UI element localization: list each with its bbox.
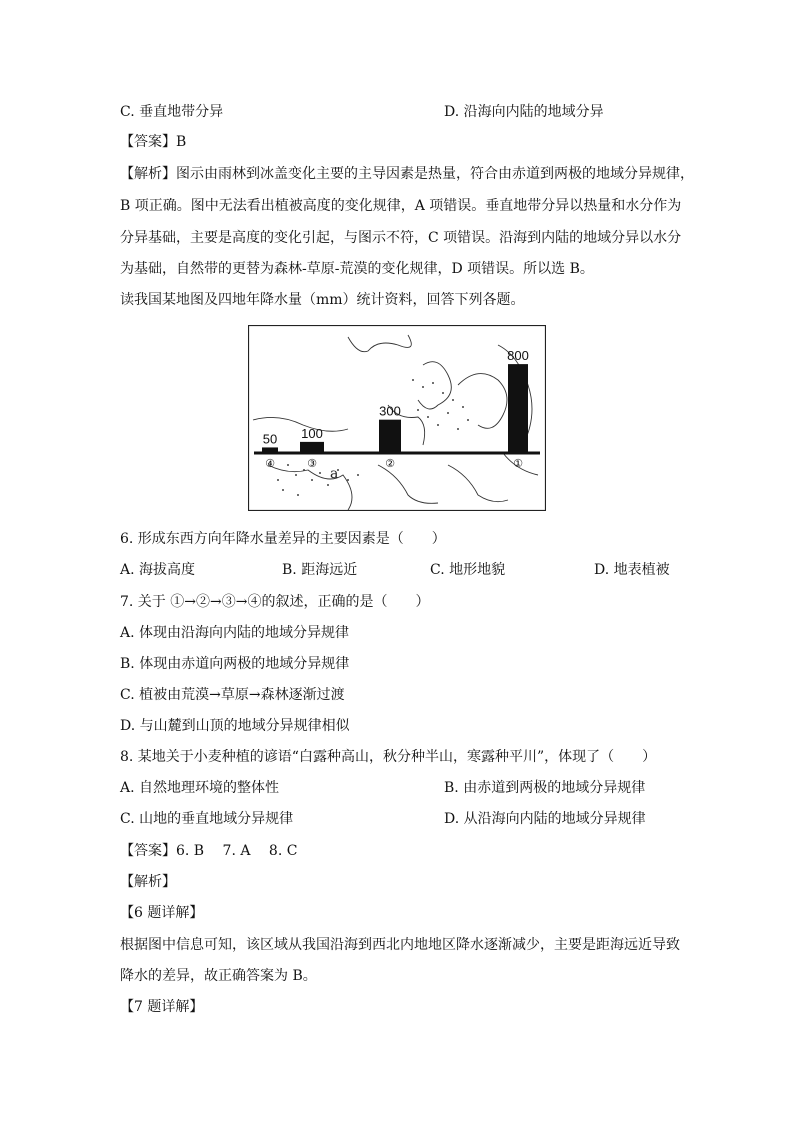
q6-detail-line-1: 根据图中信息可知，该区域从我国沿海到西北内地地区降水逐渐减少，主要是距海远近导致 [120, 937, 680, 953]
analysis-line-3: 分异基础，主要是高度的变化引起，与图示不符，C 项错误。沿海到内陆的地域分异以水分 [120, 230, 682, 246]
q7-stem: 7. 关于 ①→②→③→④的叙述，正确的是（ ） [120, 594, 430, 610]
reading-intro: 读我国某地图及四地年降水量（mm）统计资料，回答下列各题。 [120, 292, 525, 308]
q7-option-b: B. 体现由赤道向两极的地域分异规律 [120, 656, 350, 672]
bar-category-label: ② [385, 457, 395, 470]
analysis-title: 【解析】 [120, 874, 176, 890]
q6-stem: 6. 形成东西方向年降水量差异的主要因素是（ ） [120, 531, 446, 547]
analysis-line-4: 为基础，自然带的更替为森林-草原-荒漠的变化规律，D 项错误。所以选 B。 [120, 261, 594, 277]
q8-option-b: B. 由赤道到两极的地域分异规律 [444, 780, 646, 796]
q8-option-d: D. 从沿海向内陆的地域分异规律 [444, 811, 646, 827]
precipitation-map-figure [248, 325, 546, 511]
q7-option-c: C. 植被由荒漠→草原→森林逐渐过渡 [120, 687, 345, 703]
bar-value-label: 800 [507, 348, 529, 364]
q7-option-a: A. 体现由沿海向内陆的地域分异规律 [120, 625, 350, 641]
bar-4 [508, 364, 528, 453]
q5-option-c: C. 垂直地带分异 [120, 104, 224, 120]
q8-stem: 8. 某地关于小麦种植的谚语“白露种高山，秋分种半山，寒露种平川”，体现了（ ） [120, 749, 657, 765]
q6-option-c: C. 地形地貌 [430, 562, 506, 578]
bar-category-label: ① [513, 457, 523, 470]
bar-category-label: ④ [265, 457, 275, 470]
q5-option-d: D. 沿海向内陆的地域分异 [444, 104, 604, 120]
bar-2 [300, 442, 324, 453]
bar-3 [379, 420, 401, 453]
bar-value-label: 100 [301, 425, 323, 441]
bar-category-label: ③ [307, 457, 317, 470]
analysis-line-1: 【解析】图示由雨林到冰盖变化主要的主导因素是热量，符合由赤道到两极的地域分异规律， [120, 166, 694, 182]
map-region-letter: a [330, 466, 339, 482]
q6-detail-line-2: 降水的差异，故正确答案为 B。 [120, 968, 317, 984]
q6-detail-title: 【6 题详解】 [120, 905, 204, 921]
analysis-line-2: B 项正确。图中无法看出植被高度的变化规律，A 项错误。垂直地带分异以热量和水分作为 [120, 198, 682, 214]
answer-label-2: 【答案】6. B 7. A 8. C [120, 843, 298, 859]
answer-label: 【答案】B [120, 134, 187, 150]
bar-value-label: 300 [379, 403, 401, 419]
bar-1 [262, 447, 278, 453]
q7-option-d: D. 与山麓到山顶的地域分异规律相似 [120, 718, 350, 734]
q8-option-c: C. 山地的垂直地域分异规律 [120, 811, 294, 827]
q6-option-a: A. 海拔高度 [120, 562, 196, 578]
q7-detail-title: 【7 题详解】 [120, 999, 204, 1015]
q8-option-a: A. 自然地理环境的整体性 [120, 780, 280, 796]
bar-value-label: 50 [262, 431, 278, 447]
q6-option-d: D. 地表植被 [594, 562, 670, 578]
q6-option-b: B. 距海远近 [282, 562, 358, 578]
